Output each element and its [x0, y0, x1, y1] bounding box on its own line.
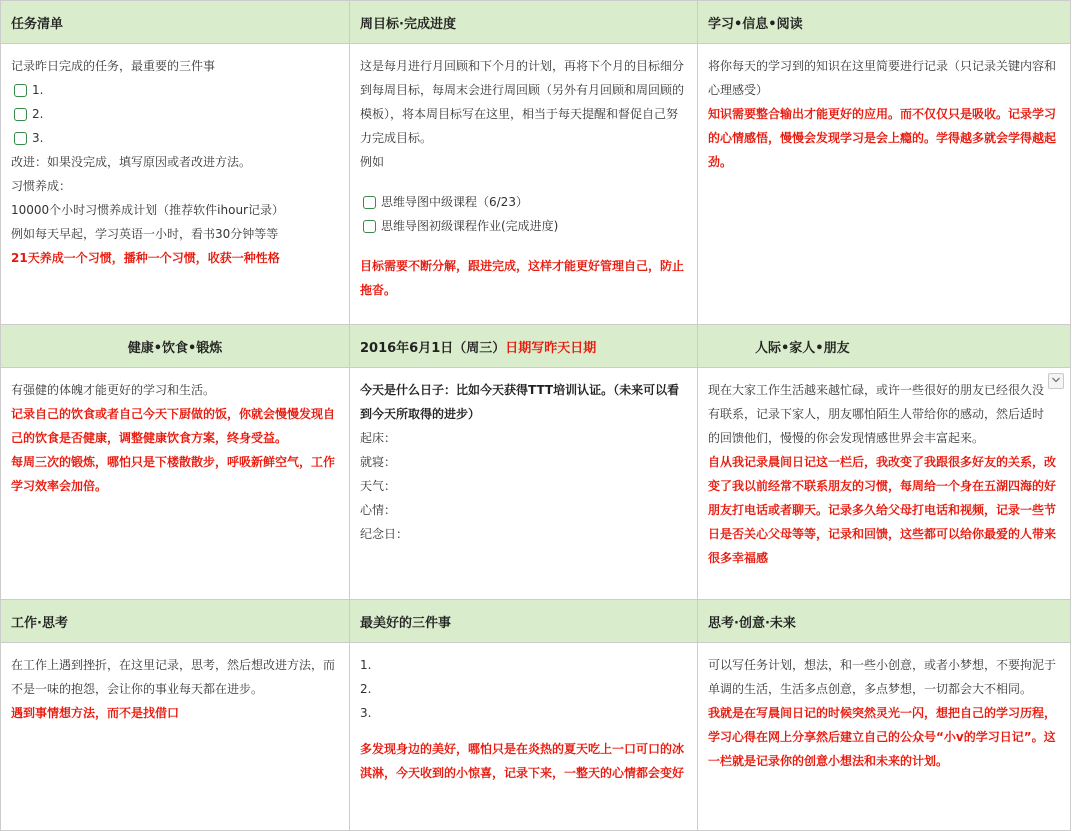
cell-future[interactable]: [698, 643, 1071, 831]
today-field-anniversary: 纪念日：: [360, 527, 409, 541]
header-best-three: 最美好的三件事: [350, 600, 698, 643]
health-body: 有强健的体魄才能更好的学习和生活。: [11, 383, 216, 397]
best-item-3: 3.: [360, 706, 372, 720]
today-field-wake: 起床：: [360, 431, 397, 445]
content-row-3: [1, 643, 1071, 831]
task-item-1: [11, 78, 339, 102]
weekly-body: 这是每月进行月回顾和下个月的计划，再将下个月的目标细分到每周目标，每周末会进行周回顾（另外有月回顾和周回顾的模板），将本周目标写在这里，相当于每天提醒和督促自己努力完成目标。: [360, 59, 685, 145]
tasks-example: 例如每天早起，学习英语一小时，看书30分钟等等: [11, 227, 279, 241]
header-study: 学习•信息•阅读: [698, 1, 1071, 44]
header-future: 思考·创意·未来: [698, 600, 1071, 643]
health-red-note-2: 每周三次的锻炼，哪怕只是下楼散散步，呼吸新鲜空气，工作学习效率会加倍。: [11, 455, 336, 493]
health-red-note-1: 记录自己的饮食或者自己今天下厨做的饭，你就会慢慢发现自己的饮食是否健康，调整健康饮食方案，终身受益。: [11, 407, 336, 445]
header-row-2: [1, 325, 1071, 368]
task-item-3: [11, 126, 339, 150]
header-weekly-goals: 周目标·完成进度: [350, 1, 698, 44]
checkbox-icon[interactable]: [14, 132, 27, 145]
weekly-item-1: [360, 190, 687, 214]
task-item-label: 1.: [32, 83, 44, 97]
people-body: 现在大家工作生活越来越忙碌，或许一些很好的朋友已经很久没有联系，记录下家人，朋友哪怕陌生人带给你的感动，然后适时的回馈他们，慢慢的你会发现情感世界会丰富起来。: [708, 383, 1045, 445]
header-health: 健康•饮食•锻炼: [1, 325, 350, 368]
weekly-example: 例如: [360, 155, 385, 169]
task-item-label: 3.: [32, 131, 44, 145]
header-people-label: 人际•家人•朋友: [755, 340, 850, 356]
tasks-red-note: 21天养成一个习惯，播种一个习惯，收获一种性格: [11, 251, 280, 265]
tasks-intro: 记录昨日完成的任务，最重要的三件事: [11, 59, 216, 73]
work-body: 在工作上遇到挫折，在这里记录，思考，然后想改进方法，而不是一味的抱怨，会让你的事业每天都在进步。: [11, 658, 336, 696]
content-row-1: [1, 44, 1071, 325]
future-red-note: 我就是在写晨间日记的时候突然灵光一闪，想把自己的学习历程，学习心得在网上分享然后建立自己的公众号“小v的学习日记”。这一栏就是记录你的创意小想法和未来的计划。: [708, 706, 1057, 768]
weekly-item-label: 思维导图初级课程作业(完成进度): [381, 219, 559, 233]
today-field-weather: 天气：: [360, 479, 397, 493]
best-item-1: 1.: [360, 658, 372, 672]
cell-people[interactable]: [698, 368, 1071, 600]
cell-tasks[interactable]: [1, 44, 350, 325]
header-tasks: 任务清单: [1, 1, 350, 44]
weekly-red-note: 目标需要不断分解，跟进完成，这样才能更好管理自己，防止拖沓。: [360, 259, 685, 297]
checkbox-icon[interactable]: [363, 196, 376, 209]
weekly-item-2: [360, 214, 687, 238]
header-row-1: [1, 1, 1071, 44]
task-item-2: [11, 102, 339, 126]
content-row-2: [1, 368, 1071, 600]
tasks-improve: 改进：如果没完成，填写原因或者改进方法。: [11, 155, 252, 169]
weekly-item-label: 思维导图中级课程（6/23）: [381, 195, 528, 209]
best-red-note: 多发现身边的美好，哪怕只是在炎热的夏天吃上一口可口的冰淇淋，今天收到的小惊喜，记录下来，一整天的心情都会变好: [360, 742, 685, 780]
today-field-mood: 心情：: [360, 503, 397, 517]
date-note: 日期写昨天日期: [505, 340, 597, 356]
tasks-plan: 10000个小时习惯养成计划（推荐软件ihour记录）: [11, 203, 284, 217]
best-item-2: 2.: [360, 682, 372, 696]
cell-weekly-goals[interactable]: [350, 44, 698, 325]
cell-best-three[interactable]: [350, 643, 698, 831]
checkbox-icon[interactable]: [14, 84, 27, 97]
header-row-3: [1, 600, 1071, 643]
header-people: [698, 325, 1071, 368]
future-body: 可以写任务计划，想法，和一些小创意，或者小梦想，不要拘泥于单调的生活，生活多点创意，多点梦想，一切都会大不相同。: [708, 658, 1057, 696]
work-red-note: 遇到事情想方法，而不是找借口: [11, 706, 180, 720]
people-red-note: 自从我记录晨间日记这一栏后，我改变了我跟很多好友的关系，改变了我以前经常不联系朋友的习惯，每周给一个身在五湖四海的好朋友打电话或者聊天。记录多久给父母打电话和视频，记录一些节日是否关心父母等等，记录和回馈，这些都可以给你最爱的人带来很多幸福感: [708, 455, 1057, 565]
checkbox-icon[interactable]: [363, 220, 376, 233]
tasks-habit: 习惯养成：: [11, 179, 72, 193]
task-item-label: 2.: [32, 107, 44, 121]
study-body: 将你每天的学习到的知识在这里简要进行记录（只记录关键内容和心理感受）: [708, 59, 1057, 97]
cell-study[interactable]: [698, 44, 1071, 325]
study-red-note: 知识需要整合输出才能更好的应用。而不仅仅只是吸收。记录学习的心情感悟，慢慢会发现学习是会上瘾的。学得越多就会学得越起劲。: [708, 107, 1057, 169]
checkbox-icon[interactable]: [14, 108, 27, 121]
date-value: 2016年6月1日（周三）: [360, 340, 506, 356]
header-work: 工作·思考: [1, 600, 350, 643]
header-date: [350, 325, 698, 368]
cell-work[interactable]: [1, 643, 350, 831]
today-bold: 今天是什么日子：比如今天获得TTT培训认证。（未来可以看到今天所取得的进步）: [360, 383, 680, 421]
cell-health[interactable]: [1, 368, 350, 600]
chevron-down-icon[interactable]: [1048, 373, 1064, 389]
today-field-sleep: 就寝：: [360, 455, 397, 469]
cell-today[interactable]: [350, 368, 698, 600]
